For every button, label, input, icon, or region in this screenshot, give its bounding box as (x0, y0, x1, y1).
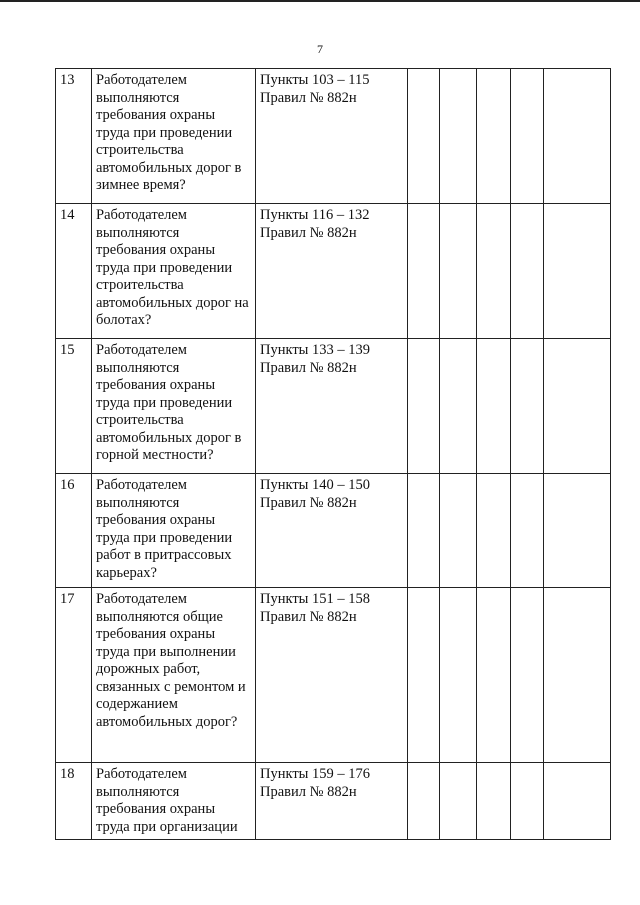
table-row (56, 588, 611, 763)
answer-cell-extra[interactable] (511, 69, 544, 204)
page-top-border (0, 0, 640, 2)
question-text: Работодателем выполняются требования охраны труда при проведении работ в притрассовых карьерах? (92, 474, 256, 588)
answer-cell-not-applicable[interactable] (477, 588, 511, 763)
answer-cell-not-applicable[interactable] (477, 69, 511, 204)
answer-cell-no[interactable] (440, 588, 477, 763)
notes-cell[interactable] (544, 474, 611, 588)
question-text: Работодателем выполняются требования охраны труда при проведении строительства автомобильных дорог в зимнее время? (92, 69, 256, 204)
row-number: 13 (56, 69, 92, 204)
question-text: Работодателем выполняются общие требования охраны труда при выполнении дорожных работ, связанных с ремонтом и содержанием автомобильных дорог? (92, 588, 256, 763)
row-number: 18 (56, 763, 92, 840)
reference-text: Пункты 159 – 176 Правил № 882н (256, 763, 408, 840)
table-row (56, 763, 611, 840)
row-number: 16 (56, 474, 92, 588)
table-row (56, 339, 611, 474)
answer-cell-not-applicable[interactable] (477, 763, 511, 840)
answer-cell-not-applicable[interactable] (477, 204, 511, 339)
checklist-table (55, 68, 611, 840)
table-row (56, 204, 611, 339)
reference-text: Пункты 140 – 150 Правил № 882н (256, 474, 408, 588)
answer-cell-yes[interactable] (408, 588, 440, 763)
table-row (56, 474, 611, 588)
answer-cell-yes[interactable] (408, 204, 440, 339)
answer-cell-not-applicable[interactable] (477, 474, 511, 588)
answer-cell-extra[interactable] (511, 763, 544, 840)
table-row (56, 69, 611, 204)
question-text: Работодателем выполняются требования охраны труда при организации (92, 763, 256, 840)
reference-text: Пункты 133 – 139 Правил № 882н (256, 339, 408, 474)
answer-cell-yes[interactable] (408, 339, 440, 474)
notes-cell[interactable] (544, 588, 611, 763)
answer-cell-no[interactable] (440, 339, 477, 474)
notes-cell[interactable] (544, 339, 611, 474)
question-text: Работодателем выполняются требования охраны труда при проведении строительства автомобильных дорог в горной местности? (92, 339, 256, 474)
notes-cell[interactable] (544, 763, 611, 840)
notes-cell[interactable] (544, 69, 611, 204)
answer-cell-extra[interactable] (511, 474, 544, 588)
answer-cell-yes[interactable] (408, 763, 440, 840)
answer-cell-yes[interactable] (408, 474, 440, 588)
notes-cell[interactable] (544, 204, 611, 339)
answer-cell-extra[interactable] (511, 339, 544, 474)
answer-cell-extra[interactable] (511, 204, 544, 339)
answer-cell-yes[interactable] (408, 69, 440, 204)
reference-text: Пункты 116 – 132 Правил № 882н (256, 204, 408, 339)
reference-text: Пункты 151 – 158 Правил № 882н (256, 588, 408, 763)
row-number: 17 (56, 588, 92, 763)
row-number: 14 (56, 204, 92, 339)
answer-cell-not-applicable[interactable] (477, 339, 511, 474)
question-text: Работодателем выполняются требования охраны труда при проведении строительства автомобильных дорог на болотах? (92, 204, 256, 339)
answer-cell-extra[interactable] (511, 588, 544, 763)
answer-cell-no[interactable] (440, 474, 477, 588)
answer-cell-no[interactable] (440, 69, 477, 204)
row-number: 15 (56, 339, 92, 474)
page-number: 7 (317, 42, 323, 56)
answer-cell-no[interactable] (440, 204, 477, 339)
answer-cell-no[interactable] (440, 763, 477, 840)
reference-text: Пункты 103 – 115 Правил № 882н (256, 69, 408, 204)
